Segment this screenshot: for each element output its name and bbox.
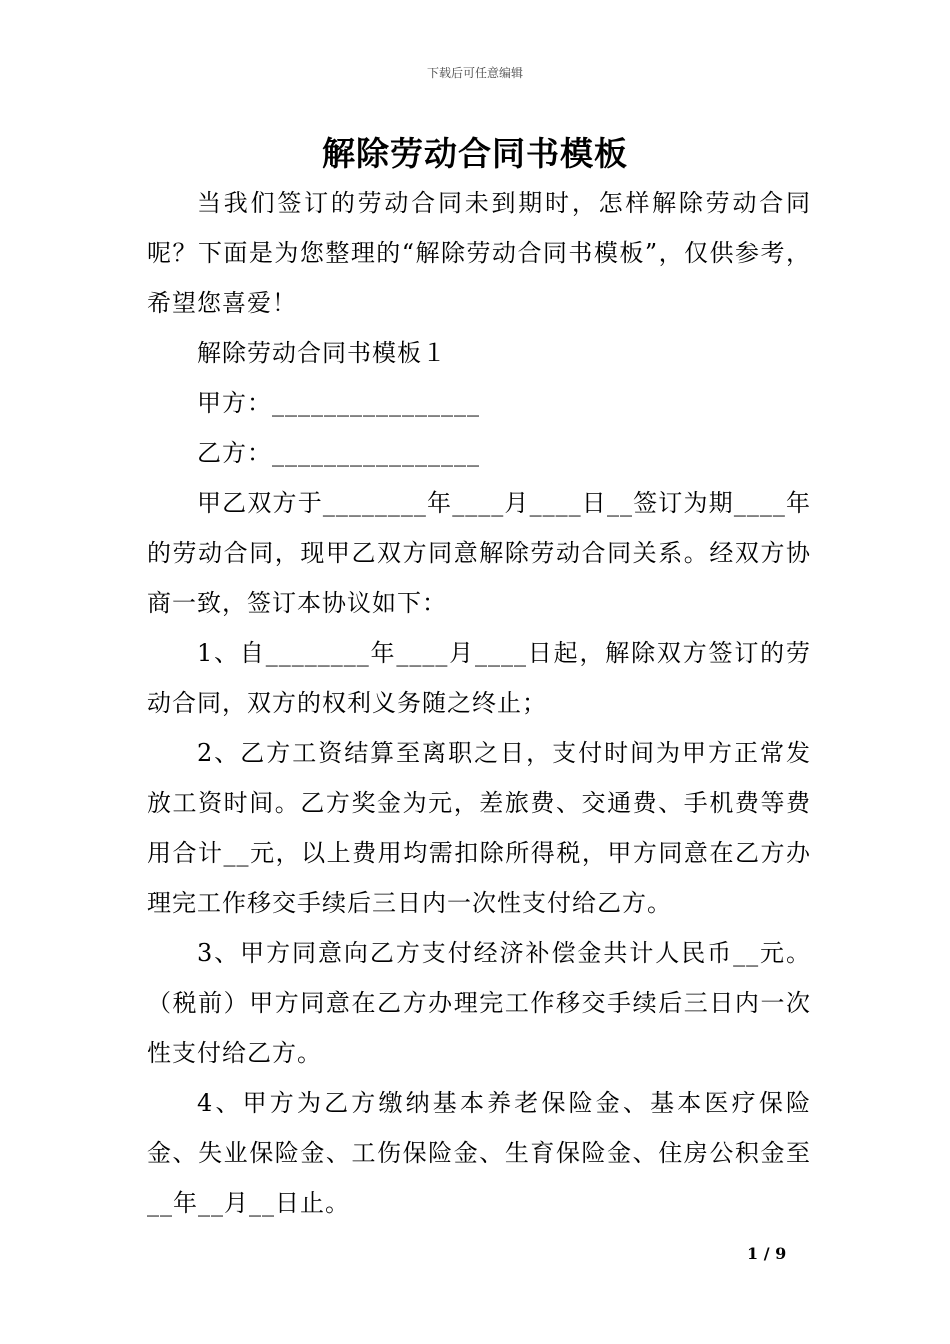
intro-paragraph: 当我们签订的劳动合同未到期时，怎样解除劳动合同呢？下面是为您整理的“解除劳动合同书模板”，仅供参考，希望您喜爱！ xyxy=(147,189,811,317)
agreement-preamble: 甲乙双方于________年____月____日__签订为期____年的劳动合同，现甲乙双方同意解除劳动合同关系。经双方协商一致，签订本协议如下： xyxy=(147,489,811,617)
document-title: 解除劳动合同书模板 xyxy=(322,134,628,173)
party-b-line: 乙方：________________ xyxy=(197,439,480,467)
template-heading: 解除劳动合同书模板１ xyxy=(197,339,447,367)
clause-1: 1、自________年____月____日起，解除双方签订的劳动合同，双方的权利义务随之终止； xyxy=(147,639,811,717)
party-a-line: 甲方：________________ xyxy=(197,389,480,417)
page-indicator: 1 / 9 xyxy=(747,1244,787,1263)
clause-4: 4、甲方为乙方缴纳基本养老保险金、基本医疗保险金、失业保险金、工伤保险金、生育保险金、住房公积金至__年__月__日止。 xyxy=(147,1089,811,1217)
clause-2: 2、乙方工资结算至离职之日，支付时间为甲方正常发放工资时间。乙方奖金为元，差旅费、交通费、手机费等费用合计__元，以上费用均需扣除所得税，甲方同意在乙方办理完工作移交手续后三日内一次性支付给乙方。 xyxy=(147,739,811,917)
clause-3: 3、甲方同意向乙方支付经济补偿金共计人民币__元。（税前）甲方同意在乙方办理完工作移交手续后三日内一次性支付给乙方。 xyxy=(147,939,811,1067)
header-note: 下载后可任意编辑 xyxy=(426,66,523,80)
document-body xyxy=(147,178,811,1228)
